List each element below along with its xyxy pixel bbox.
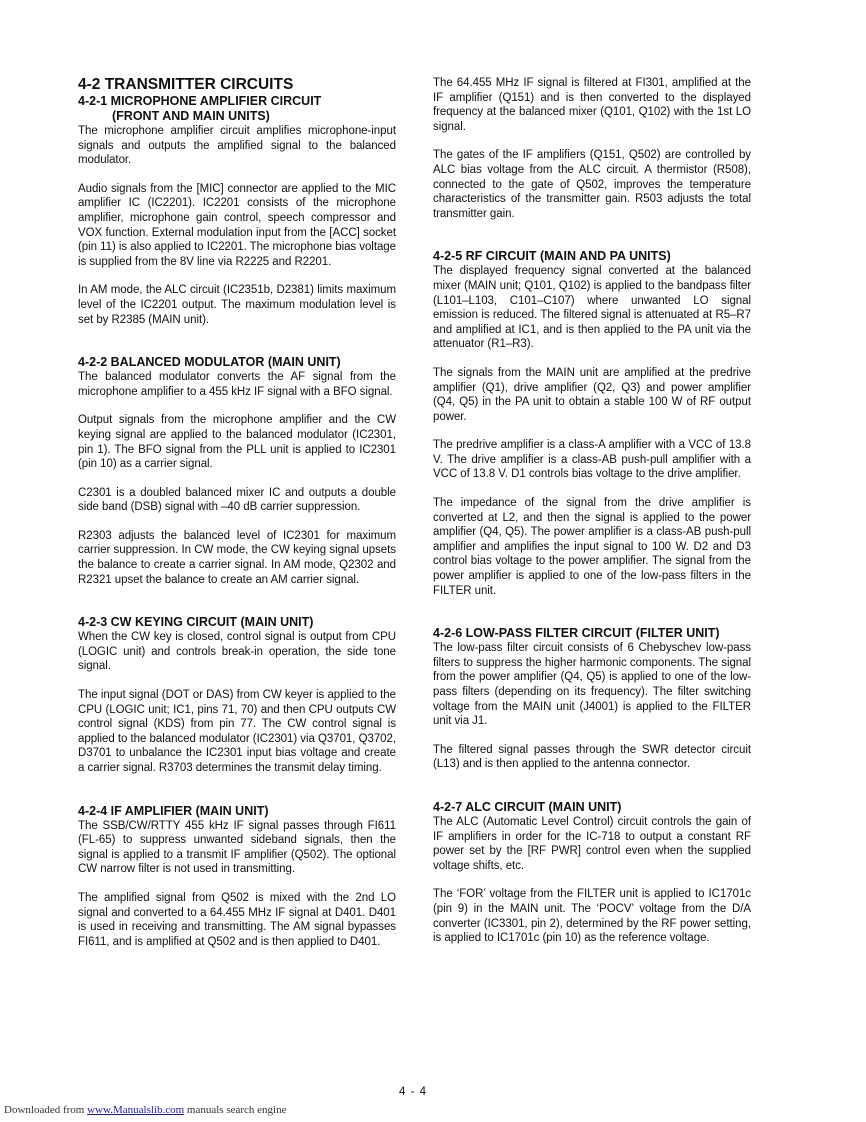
paragraph: The signals from the MAIN unit are amplified at the predrive amplifier (Q1), drive amplifier (Q2, Q3) and power amplifier (Q4, Q5) in the PA unit to obtain a stable 100 W of RF output power. [433, 366, 751, 423]
paragraph: The ALC (Automatic Level Control) circuit controls the gain of IF amplifiers in order for the IC-718 to output a constant RF power set by the [RF PWR] control even when the supplied voltage shifts, etc. [433, 815, 751, 872]
spacer [433, 786, 751, 800]
manualslib-link[interactable]: www.Manualslib.com [87, 1104, 185, 1116]
paragraph: The input signal (DOT or DAS) from CW keyer is applied to the CPU (LOGIC unit; IC1, pins 71, 70) and then CPU outputs CW control signal (KDS) from pin 77. The CW control signal is applied to the balanced modulator (IC2301) via Q3701, Q3702, D3701 to unbalance the IC2301 input bias voltage and create a carrier signal. R3703 determines the transmit delay timing. [78, 689, 396, 774]
spacer [433, 235, 751, 249]
paragraph: The SSB/CW/RTTY 455 kHz IF signal passes through FI611 (FL-65) to suppress unwanted sideband signals, then the signal is applied to a transmit IF amplifier (Q502). The optional CW narrow filter is not used in transmitting. [78, 819, 396, 876]
paragraph: The ‘FOR’ voltage from the FILTER unit is applied to IC1701c (pin 9) in the MAIN unit. The ‘POCV’ voltage from the D/A converter (IC3301, pin 2), determined by the RF power setting, is applied to IC1701c (pin 10) as the reference voltage. [433, 888, 751, 945]
heading-4-2-1: 4-2-1 MICROPHONE AMPLIFIER CIRCUIT [78, 94, 322, 108]
paragraph: The low-pass filter circuit consists of 6 Chebyschev low-pass filters to suppress the higher harmonic components. The signal from the power amplifier (Q4, Q5) is applied to one of the low-pass filters (depending on its frequency). The filter switching voltage from the MAIN unit (J4001) is applied to the FILTER unit via J1. [433, 642, 751, 728]
heading-4-2-3: 4-2-3 CW KEYING CIRCUIT (MAIN UNIT) [78, 615, 314, 630]
paragraph: The microphone amplifier circuit amplifies microphone-input signals and outputs the amplified signal to the balanced modulator. [78, 125, 396, 167]
paragraph: Output signals from the microphone amplifier and the CW keying signal are applied to the balanced modulator (IC2301, pin 1). The BFO signal from the PLL unit is applied to IC2301 (pin 10) as a carrier signal. [78, 414, 396, 471]
paragraph: The amplified signal from Q502 is mixed with the 2nd LO signal and converted to a 64.455 MHz IF signal at D401. D401 is used in receiving and transmitting. The AM signal bypasses FI611, and is amplified at Q502 and is then applied to D401. [78, 891, 396, 948]
paragraph: The 64.455 MHz IF signal is filtered at FI301, amplified at the IF amplifier (Q151) and is then converted to the displayed frequency at the balanced mixer (Q101, Q102) with the 1st LO signal. [433, 77, 751, 133]
paragraph: The displayed frequency signal converted at the balanced mixer (MAIN unit; Q101, Q102) is applied to the bandpass filter (L101–L103, C101–C107) where unwanted LO signal emission is reduced. The filtered signal is attenuated at R5–R7 and amplified at IC1, and is then applied to the PA unit via the attenuator (R1–R3). [433, 265, 751, 351]
section-title: 4-2 TRANSMITTER CIRCUITS [78, 76, 294, 93]
spacer [78, 790, 396, 804]
paragraph: The impedance of the signal from the drive amplifier is converted at L2, and then the signal is applied to the power amplifier (Q4, Q5). The power amplifier is a class-AB push-pull amplifier and amplifies the input signal to 100 W. D2 and D3 control bias voltage to the power amplifier. The signal from the power amplifier is applied to one of the low-pass filters in the FILTER unit. [433, 497, 751, 597]
heading-4-2-2: 4-2-2 BALANCED MODULATOR (MAIN UNIT) [78, 355, 341, 370]
paragraph: The gates of the IF amplifiers (Q151, Q502) are controlled by ALC bias voltage from the ALC circuit. A thermistor (R508), connected to the gate of Q502, improves the temperature characteristics of the transmitter gain. R503 adjusts the total transmitter gain. [433, 149, 751, 220]
paragraph: Audio signals from the [MIC] connector are applied to the MIC amplifier IC (IC2201). IC2201 consists of the microphone amplifier, microphone gain control, speech compressor and VOX function. External modulation input from the [ACC] socket (pin 11) is also applied to IC2201. The microphone bias voltage is supplied from the 8V line via R2225 and R2201. [78, 182, 396, 268]
spacer [433, 612, 751, 626]
paragraph: The predrive amplifier is a class-A amplifier with a VCC of 13.8 V. The drive amplifier is a class-AB push-pull amplifier with a VCC of 13.8 V. D1 controls bias voltage to the drive amplifier. [433, 439, 751, 481]
heading-4-2-6: 4-2-6 LOW-PASS FILTER CIRCUIT (FILTER UNIT) [433, 626, 720, 641]
paragraph: R2303 adjusts the balanced level of IC2301 for maximum carrier suppression. In CW mode, the CW keying signal upsets the balance to create a carrier signal. In AM mode, Q2302 and R2321 upset the balance to create an AM carrier signal. [78, 529, 396, 586]
paragraph: In AM mode, the ALC circuit (IC2351b, D2381) limits maximum level of the IC2201 output. The maximum modulation level is set by R2385 (MAIN unit). [78, 284, 396, 326]
spacer [78, 341, 396, 355]
footer-suffix: manuals search engine [184, 1104, 287, 1116]
page-number: 4 - 4 [398, 1086, 427, 1098]
paragraph: When the CW key is closed, control signal is output from CPU (LOGIC unit) and controls break-in operation, the side tone signal. [78, 631, 396, 673]
subheading-4-2-1: (FRONT AND MAIN UNITS) [112, 109, 270, 123]
footer-prefix: Downloaded from [4, 1104, 88, 1116]
heading-4-2-7: 4-2-7 ALC CIRCUIT (MAIN UNIT) [433, 799, 622, 814]
heading-4-2-5: 4-2-5 RF CIRCUIT (MAIN AND PA UNITS) [433, 249, 671, 264]
download-footer [4, 1104, 286, 1116]
paragraph: The filtered signal passes through the SWR detector circuit (L13) and is then applied to the antenna connector. [433, 743, 751, 771]
spacer [78, 601, 396, 615]
heading-4-2-4: 4-2-4 IF AMPLIFIER (MAIN UNIT) [78, 803, 269, 818]
right-column [433, 76, 751, 960]
paragraph: C2301 is a doubled balanced mixer IC and outputs a double side band (DSB) signal with –40 dB carrier suppression. [78, 486, 396, 514]
left-column [78, 76, 396, 963]
paragraph: The balanced modulator converts the AF signal from the microphone amplifier to a 455 kHz IF signal with a BFO signal. [78, 371, 396, 398]
